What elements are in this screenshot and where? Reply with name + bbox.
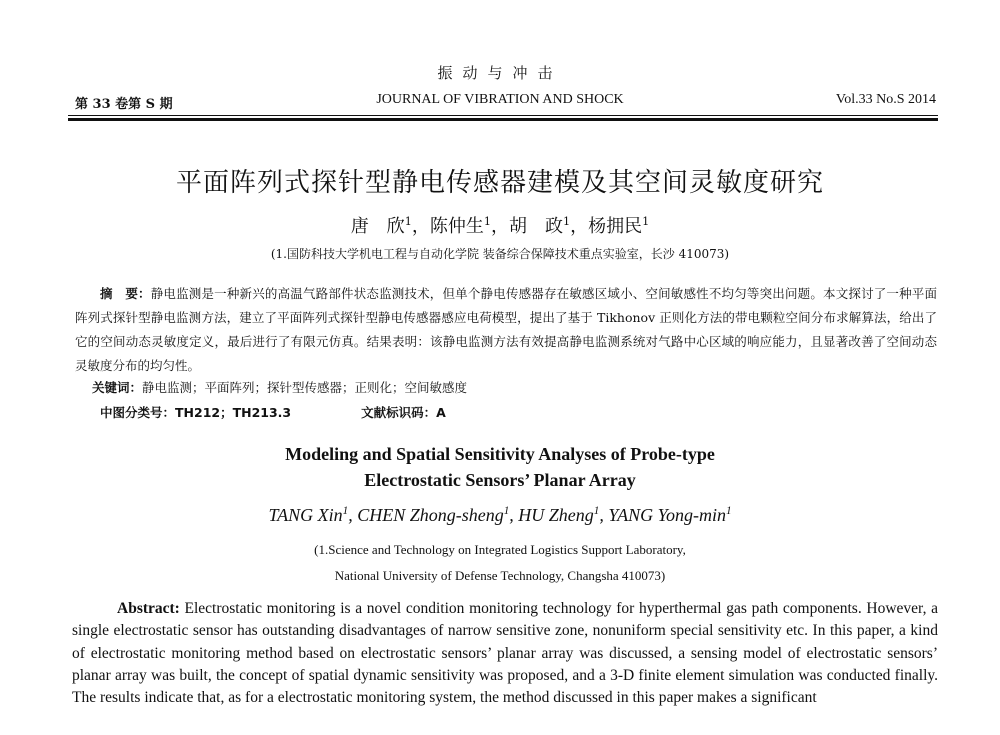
abstract-text-en: Electrostatic monitoring is a novel condition monitoring technology for hyperthermal gas path components. However, a single electrostatic sensor has outstanding disadvantages of narrow sensitive zone, nonuniform special sensitivity etc. In this paper, a kind of electrostatic monitoring method based on electrostatic sensors’ planar array was discussed, a sensing model of electrostatic sensors’ planar array was built, the concept of spatial dynamic sensitivity was proposed, and a 3-D finite element simulation was conducted finally. The results indicate that, as for a electrostatic monitoring system, the method discussed in this paper makes a significant (72, 600, 938, 707)
author-name: 唐 欣 (350, 216, 405, 237)
volume-issue-cn: 第 33 卷第 S 期 (75, 97, 173, 112)
paper-title-en (0, 441, 1000, 493)
author-list-en: TANG Xin$^1$, CHEN Zhong-sheng$^1$, HU Zheng$^1$, YANG Yong-$\min^1$ (268, 505, 732, 525)
author-name: 杨拥民 (588, 216, 643, 237)
paper-title-en-line2: Electrostatic Sensors’ Planar Array (364, 470, 636, 490)
journal-title-cn: 振动与冲击 (437, 64, 563, 82)
keywords-text-cn: 静电监测；平面阵列；探针型传感器；正则化；空间敏感度 (142, 380, 468, 395)
author-name: HU Zheng (518, 505, 594, 525)
clc-label: 中图分类号： (100, 405, 176, 420)
abstract-en (72, 598, 938, 709)
author-name: 陈仲生 (429, 216, 484, 237)
author-affiliation-mark: 1 (725, 505, 732, 517)
author-affiliation-mark: 1 (503, 505, 510, 517)
author-affiliation-mark: 1 (593, 505, 600, 517)
keywords-label-cn: 关键词： (92, 380, 143, 395)
author-affiliation-mark: 1 (404, 215, 412, 228)
author-name: YANG Yong-min (608, 505, 726, 525)
abstract-text-cn: 静电监测是一种新兴的高温气路部件状态监测技术，但单个静电传感器存在敏感区域小、空间敏感性不均匀等突出问题。本文探讨了一种平面阵列式探针型静电监测方法，建立了平面阵列式探针型静电传感器感应电荷模型，提出了基于 Tikhonov 正则化方法的带电颗粒空间分布求解算法，给出了它的空间动态灵敏度定义，最后进行了有限元仿真。结果表明：该静电监测方法有效提高静电监测系统对气路中心区域的响应能力，且显著改善了空间动态灵敏度分布的均匀性。 (75, 286, 937, 373)
abstract-cn (75, 282, 937, 378)
affiliation-en (0, 537, 1000, 589)
header-rule-thin (68, 115, 938, 116)
affiliation-cn: (1.国防科技大学机电工程与自动化学院 装备综合保障技术重点实验室，长沙 410073) (270, 247, 730, 261)
author-affiliation-mark: 1 (642, 215, 650, 228)
affiliation-en-line2: National University of Defense Technology, Changsha 410073) (334, 568, 666, 583)
affiliation-en-line1: (1.Science and Technology on Integrated Logistics Support Laboratory, (314, 542, 686, 557)
author-name: TANG Xin (268, 505, 343, 525)
volume-issue-en: Vol.33 No.S 2014 (835, 92, 936, 107)
clc-value: TH212；TH213.3 (175, 405, 292, 420)
header-rule-thick (68, 118, 938, 121)
abstract-label-cn: 摘 要： (100, 286, 151, 301)
author-affiliation-mark: 1 (342, 505, 349, 517)
abstract-label-en: Abstract: (117, 600, 180, 617)
author-name: CHEN Zhong-sheng (357, 505, 504, 525)
author-affiliation-mark: 1 (483, 215, 491, 228)
classification-row (100, 403, 446, 421)
keywords-cn (92, 378, 467, 396)
author-list-cn: 唐 欣$^1$，陈仲生$^1$，胡 政$^1$，杨拥民$^1$ (350, 215, 650, 237)
author-name: 胡 政 (509, 216, 563, 237)
document-code-value: A (436, 405, 446, 420)
paper-title-en-line1: Modeling and Spatial Sensitivity Analyses of Probe-type (285, 444, 715, 464)
author-affiliation-mark: 1 (563, 215, 571, 228)
journal-title-en: JOURNAL OF VIBRATION AND SHOCK (376, 92, 624, 107)
paper-title-cn: 平面阵列式探针型静电传感器建模及其空间灵敏度研究 (175, 168, 824, 198)
document-code-label: 文献标识码： (361, 405, 437, 420)
